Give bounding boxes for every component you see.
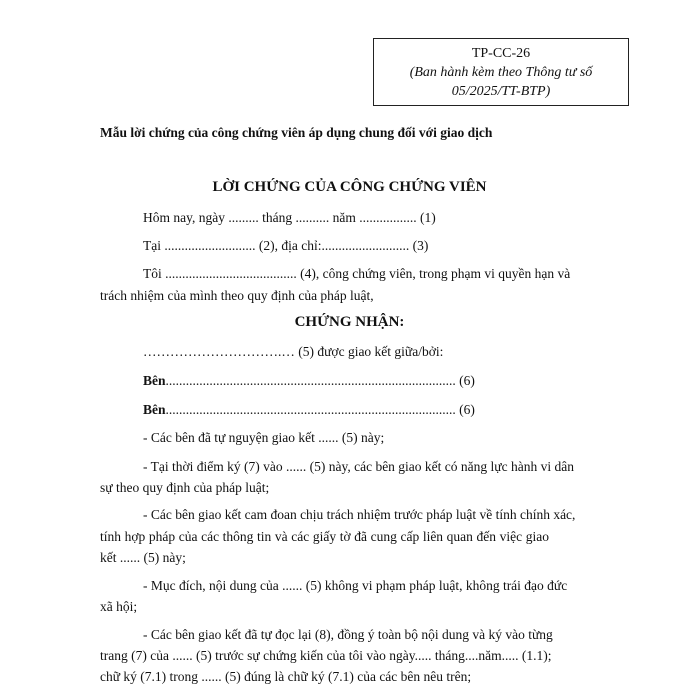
party-dots: ...................................................................................... (6) (165, 402, 475, 417)
clause-reading-line-3: chữ ký (7.1) trong ...... (5) đúng là chữ ký (7.1) của các bên nêu trên; (100, 669, 472, 684)
party-dots: ...................................................................................... (6) (165, 373, 475, 388)
issued-note-line-2: 05/2025/TT-BTP) (451, 84, 551, 99)
document-heading: LỜI CHỨNG CỦA CÔNG CHỨNG VIÊN (212, 179, 487, 195)
date-line: Hôm nay, ngày ......... tháng .......... năm ................. (1) (143, 210, 436, 225)
notary-line-2: trách nhiệm của mình theo quy định của pháp luật, (100, 288, 374, 303)
clause-capacity-line-1: - Tại thời điểm ký (7) vào ...... (5) này, các bên giao kết có năng lực hành vi dân (143, 459, 574, 474)
clause-responsibility-line-3: kết ...... (5) này; (100, 550, 186, 565)
transaction-line: ………………………….… (5) được giao kết giữa/bởi: (143, 344, 444, 359)
party-label: Bên (143, 402, 166, 417)
party-line-2 (143, 401, 592, 418)
party-line-1 (143, 372, 592, 389)
clause-purpose-line-2: xã hội; (100, 599, 138, 614)
clause-reading-line-2: trang (7) của ...... (5) trước sự chứng kiến của tôi vào ngày..... tháng....năm..... (1.1); (100, 648, 552, 663)
clause-purpose-line-1: - Mục đích, nội dung của ...... (5) không vi phạm pháp luật, không trái đạo đức (143, 578, 568, 593)
clause-responsibility-line-1: - Các bên giao kết cam đoan chịu trách nhiệm trước pháp luật về tính chính xác, (143, 507, 576, 522)
notary-line-1: Tôi ....................................... (4), công chứng viên, trong phạm vi quyền hạn và (143, 266, 571, 281)
form-code-box (373, 38, 629, 106)
party-label: Bên (143, 373, 166, 388)
clause-responsibility-line-2: tính hợp pháp của các thông tin và các giấy tờ đã cung cấp liên quan đến việc giao (100, 529, 549, 544)
place-line: Tại ........................... (2), địa chỉ:.......................... (3) (143, 238, 429, 253)
certify-heading: CHỨNG NHẬN: (294, 314, 405, 330)
issued-note-line-1: (Ban hành kèm theo Thông tư số (409, 65, 593, 80)
clause-reading-line-1: - Các bên giao kết đã tự đọc lại (8), đồng ý toàn bộ nội dung và ký vào từng (143, 627, 553, 642)
form-code: TP-CC-26 (471, 46, 531, 61)
clause-voluntary: - Các bên đã tự nguyện giao kết ...... (5) này; (143, 430, 385, 445)
clause-capacity-line-2: sự theo quy định của pháp luật; (100, 480, 270, 495)
template-title: Mẫu lời chứng của công chứng viên áp dụng chung đối với giao dịch (100, 125, 493, 140)
